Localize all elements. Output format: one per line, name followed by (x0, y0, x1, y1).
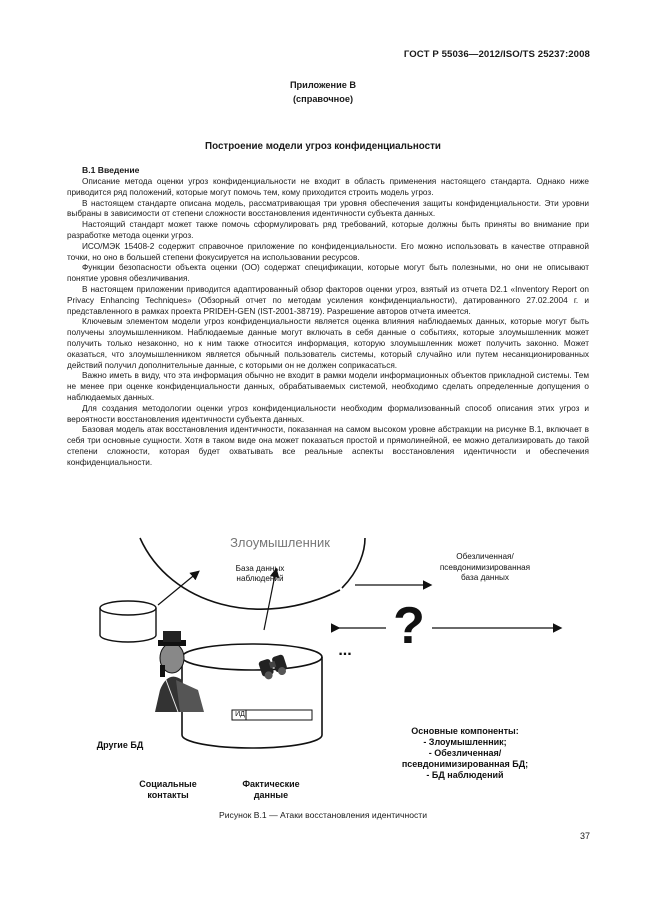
other-db-cylinder-icon (100, 601, 156, 642)
observation-db-label: База данных наблюдений (235, 564, 285, 583)
other-db-label: Другие БД (96, 740, 144, 750)
body-text (67, 177, 589, 469)
paragraph: Настоящий стандарт может также помочь сформулировать ряд требований, которые должны быть приняты во внимание при разработке метода оценки угроз. (67, 220, 589, 240)
components-label: Основные компоненты: - Злоумышленник; - Обезличенная/ псевдонимизированная БД; - БД наблюдений (401, 726, 529, 780)
paragraph: В настоящем стандарте описана модель, рассматривающая три уровня обеспечения защиты конфиденциальности. Эти уровни выбраны в зависимости от степени сложности восстановления идентичности субъекта данных. (67, 198, 589, 219)
appendix-type: (справочное) (292, 94, 353, 104)
paragraph: Описание метода оценки угроз конфиденциальности не входит в область применения настоящего стандарта. Однако ниже приводится ряд положений, которые могут помочь тем, кому приходится строить модель угроз. (67, 177, 589, 197)
id-field-label: ИД (235, 711, 245, 718)
paragraph: Для создания методологии оценки угроз конфиденциальности необходим формализованный способ описания этих угроз и вероятности восстановления идентичности субъекта данных. (67, 403, 589, 424)
social-contacts-label: Социальные контакты (139, 779, 197, 800)
paragraph: Базовая модель атак восстановления идентичности, показанная на самом высоком уровне абстракции на рисунке В.1, включает в себя три основные сущности. Хотя в таком виде она может показаться простой и прямолинейной, ее можно детализировать до такой степени сложности, которая будет охватывать все реальные аспекты восстановления идентичности и обеспечения конфиденциальности. (67, 425, 589, 467)
ellipsis: ... (338, 642, 352, 659)
paragraph: Функции безопасности объекта оценки (ОО) содержат спецификации, которые могут быть полезными, но они не описывают понятие уровня обезличивания. (67, 263, 589, 284)
paragraph: ИСО/МЭК 15408-2 содержит справочное приложение по конфиденциальности. Его можно использовать в качестве отправной точки, но оно в большей степени фокусируется на использовании ресурсов. (67, 241, 589, 262)
arrow-other-db (158, 572, 198, 605)
anon-db-label: Обезличенная/ псевдонимизированная база данных (439, 552, 531, 582)
factual-data-label: Фактические данные (242, 779, 300, 800)
figure-caption: Рисунок В.1 — Атаки восстановления идентичности (218, 810, 428, 820)
paragraph: Ключевым элементом модели угроз конфиденциальности является оценка влияния наблюдаемых данных, которые могут быть получены злоумышленником. Наблюдаемые данные могут включать в себя данные о событиях, которые злоумышленник может получить только незаконно, но к ним также относится информация, которую злоумышленник может получить законно. Может оказаться, что злоумышленником является обычный пользователь системы, который случайно или путем несанкционированных действий получил дополнительные данные, с которыми он не должен соприкасаться. (67, 317, 589, 370)
standard-header: ГОСТ Р 55036—2012/ISO/TS 25237:2008 (403, 49, 590, 60)
attacker-person-icon (155, 631, 204, 712)
page-number: 37 (579, 831, 590, 841)
section-heading: В.1 Введение (82, 165, 140, 175)
figure-identity-attacks (80, 530, 580, 820)
paragraph: Важно иметь в виду, что эта информация обычно не входит в рамки модели информационных объектов прикладной системы. Тем не менее при оценке конфиденциальности данных, обрабатываемых системой, необходимо сделать определенные допущения о наблюдаемых данных. (67, 371, 589, 402)
appendix-title: Приложение В (289, 80, 357, 90)
question-mark: ? (393, 597, 425, 655)
observation-db-cylinder-icon (182, 644, 322, 748)
attacker-label: Злоумышленник (230, 535, 330, 550)
paragraph: В настоящем приложении приводится адаптированный обзор факторов оценки угроз, взятый из отчета D2.1 «Inventory Report on Privacy Enhancing Techniques» (Обзорный отчет по методам усиления конфиденциальности), датированного 27.02.2004 г. и представленного в рамках проекта PRIDEH-GEN (IST-2001-38719). Разрешение авторов отчета имеется. (67, 284, 589, 316)
document-title: Построение модели угроз конфиденциальности (205, 141, 441, 152)
